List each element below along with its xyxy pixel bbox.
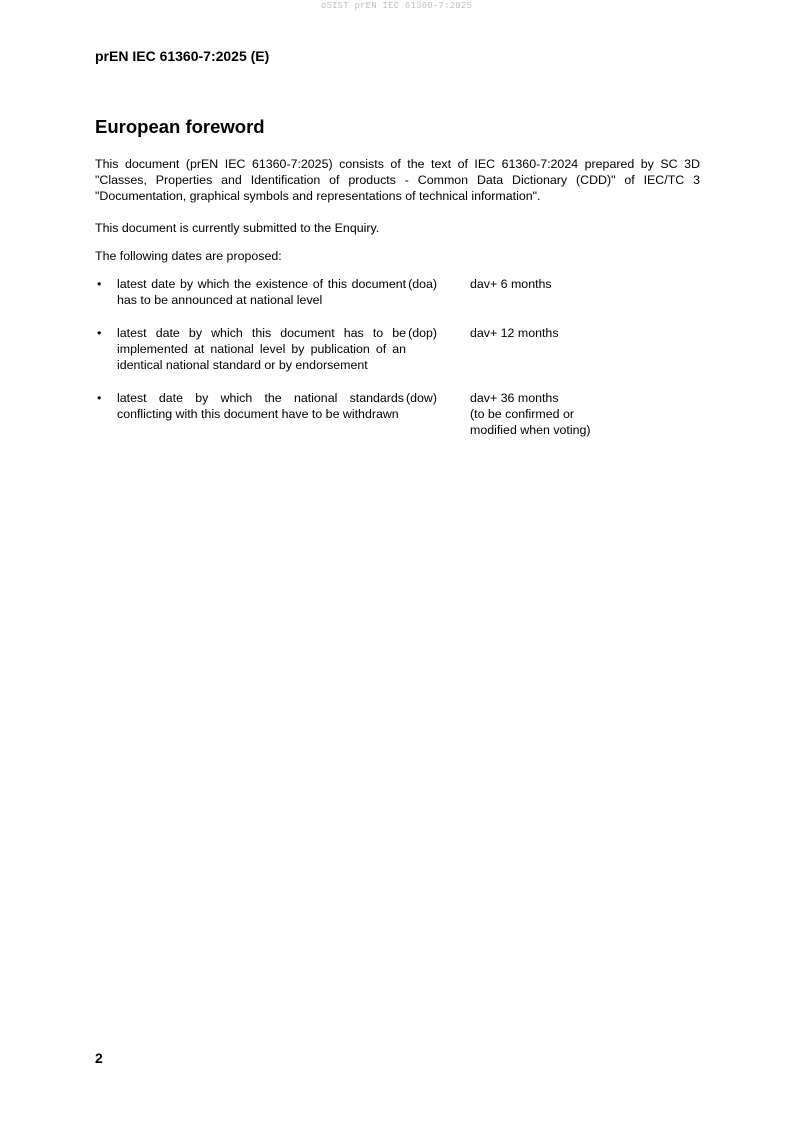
date-value — [470, 390, 640, 438]
date-value-line: (to be confirmed or — [470, 407, 574, 421]
page-number: 2 — [95, 1050, 103, 1066]
date-description-text: latest date by which the existence of this document has to be announced at national level — [117, 277, 407, 307]
date-code: (doa) — [408, 277, 437, 291]
date-description — [117, 276, 437, 308]
intro-paragraph: This document (prEN IEC 61360-7:2025) consists of the text of IEC 61360-7:2024 prepared by SC 3D "Classes, Properties and Identification of products - Common Data Dictionary (CDD)" of IEC/TC 3 "Documentation, graphical symbols and representations of technical information". — [95, 157, 700, 203]
date-description-text: latest date by which this document has to be implemented at national level by publication of an identical national standard or by endorsement — [117, 326, 407, 372]
date-value-line: dav+ 12 months — [470, 326, 559, 340]
status-paragraph: This document is currently submitted to the Enquiry. — [95, 221, 380, 235]
bullet-point: • — [97, 277, 102, 291]
date-item-dop — [95, 325, 700, 373]
date-item-doa — [95, 276, 700, 308]
date-value-line: dav+ 36 months — [470, 391, 559, 405]
date-description-text: latest date by which the national standards conflicting with this document have to be withdrawn — [117, 391, 405, 421]
foreword-section — [95, 115, 700, 455]
proposed-dates-list — [95, 276, 700, 438]
date-value — [470, 276, 640, 292]
watermark: oSIST prEN IEC 61360-7:2025 — [320, 1, 473, 11]
date-description — [117, 390, 437, 422]
bullet-point: • — [97, 326, 102, 340]
dates-intro-paragraph: The following dates are proposed: — [95, 249, 282, 263]
date-code: (dow) — [406, 391, 437, 405]
date-value — [470, 325, 640, 341]
bullet-point: • — [97, 391, 102, 405]
date-value-line: dav+ 6 months — [470, 277, 552, 291]
document-identifier: prEN IEC 61360-7:2025 (E) — [95, 48, 270, 64]
date-description — [117, 325, 437, 373]
date-item-dow — [95, 390, 700, 438]
date-value-line: modified when voting) — [470, 423, 591, 437]
section-title: European foreword — [95, 116, 265, 137]
date-code: (dop) — [408, 326, 437, 340]
